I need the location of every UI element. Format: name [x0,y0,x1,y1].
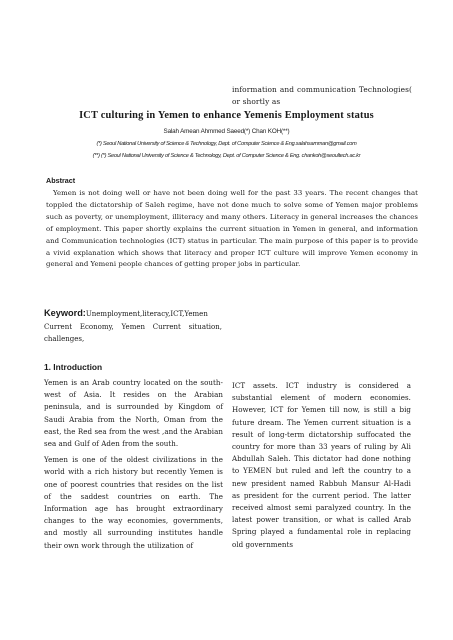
keywords-text: Unemployment,literacy,ICT,Yemen Current Economy, Yemen Current situation, challenges, [44,310,222,343]
abstract-text: Yemen is not doing well or have not been doing well for the past 33 years. The recent changes that toppled the dictatorship of Saleh regime, have not done much to solve some of Yemen major problems such as poverty, or unemployment, illiteracy and many others. Literacy in general increases the chances of employment. This paper shortly explains the current situation in Yemen in general, and information and Communication technologies (ICT) status in particular. The main purpose of this paper is to provide a vivid explanation which shows that literacy and proper ICT culture will improve Yemen economy in general and Yemeni people chances of getting proper jobs in particular. [46,189,418,269]
keywords-block [44,307,222,346]
left-paragraph-2: Yemen is one of the oldest civilizations in the world with a rich history but recently Yemen is one of poorest countries that resides on the list of the saddest countries on earth. The Information age has brought extraordinary changes to the way economies, governments, and mostly all surrounding institutes handle their own work through the utilization of [44,455,223,550]
paper-authors: Salah Amean Ahmmed Saeed(*) Chan KOH(**) [163,128,290,135]
affiliation-1: (*) Seoul National University of Science & Technology, Dept. of Computer Science & Eng.salahsamman@gmail.com [96,141,357,147]
abstract-body [46,188,418,271]
paper-title: ICT culturing in Yemen to enhance Yemenis Employment status [79,110,374,121]
abstract-heading: Abstract [46,176,76,185]
right-paragraph-1: ICT assets. ICT industry is considered a substantial element of modern economies. However, ICT for Yemen till now, is still a big future dream. The Yemen current situation is a result of long-term dictatorship suffocated the country for more than 33 years of ruling by Ali Abdullah Saleh. This dictator had done nothing to YEMEN but ruled and left the country to a new president named Rabbuh Mansur Al-Hadi as president for the current period. The latter received almost semi paralyzed country. In the latest power transition, or what is called Arab Spring played a fundamental role in replacing old governments [232,381,411,549]
left-column [44,377,223,556]
keywords-label: Keyword: [44,308,86,318]
section-heading-introduction: 1. Introduction [44,362,103,372]
top-continuation-note: information and communication Technologies( or shortly as [232,85,412,106]
affiliation-2: (**) (*) Seoul National University of Science & Technology, Dept. of Computer Science & Eng. chankoh@seoultech.ac.kr [92,153,361,159]
left-paragraph-1: Yemen is an Arab country located on the south-west of Asia. It resides on the Arabian peninsula, and is surrounded by Kingdom of Saudi Arabia from the North, Oman from the east, the Red sea from the west ,and the Arabian sea and Gulf of Aden from the south. [44,378,223,449]
right-column [232,380,411,555]
